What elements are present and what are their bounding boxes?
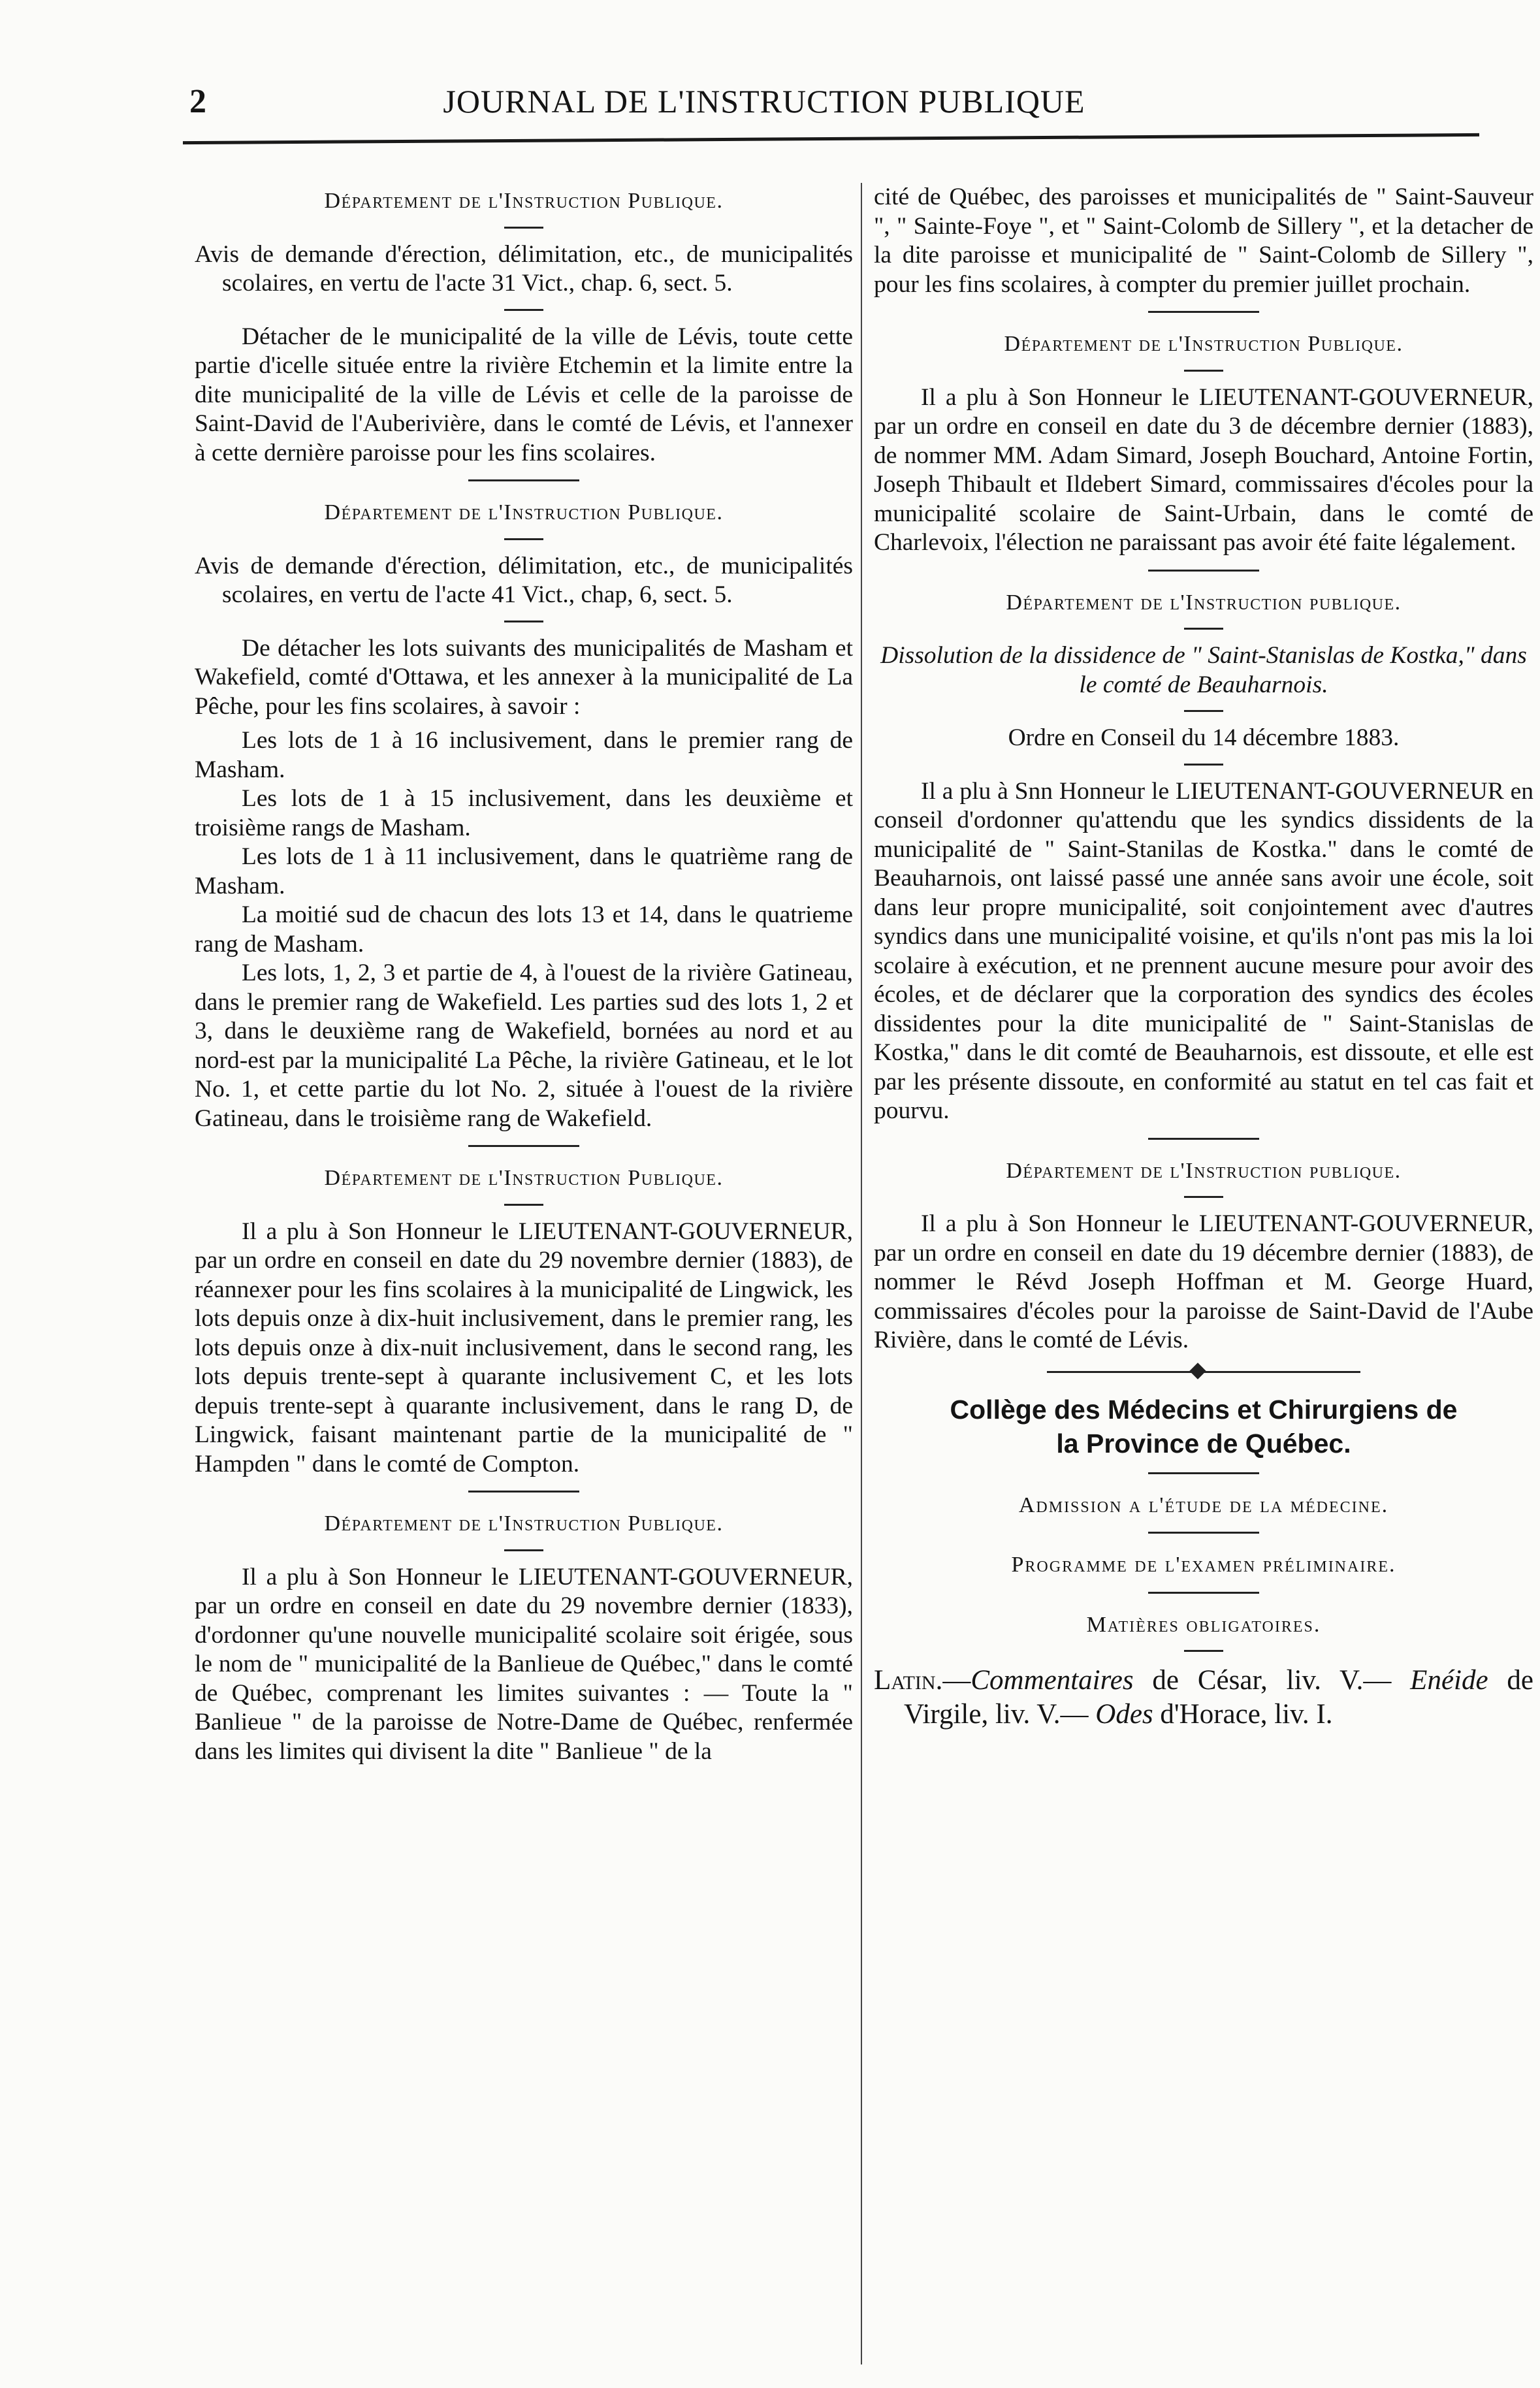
list-item: Les lots de 1 à 16 inclusivement, dans le premier rang de Masham. <box>195 727 853 783</box>
paragraph: Il a plu à Son Honneur le LIEUTENANT-GOUVERNEUR, par un ordre en conseil en date du 3 de décembre dernier (1883), de nommer MM. Adam Simard, Joseph Bouchard, Antoine Fortin, Joseph Thibault et Ildebert Simard, commissaires d'écoles pour la municipalité scolaire de Saint-Urbain, dans le comté de Charlevoix, l'élection ne paraissant pas avoir été faite légalement. <box>874 383 1533 556</box>
latin-text-4: de Virgile, liv. V.— <box>904 1665 1533 1730</box>
section-heading: Département de l'Instruction Publique. <box>324 1166 724 1190</box>
section-heading: Département de l'Instruction publique. <box>1006 1158 1402 1183</box>
section-heading: Département de l'Instruction Publique. <box>324 189 724 213</box>
section-rule <box>1148 1472 1259 1474</box>
paragraph: Détacher de le municipalité de la ville de Lévis, toute cette partie d'icelle située entre la rivière Etchemin et la limite entre la dite municipalité de la ville de Lévis et celle de la paroisse de Saint-David de l'Auberivière, dans le comté de Lévis, et l'annexer à cette dernière paroisse pour les fins scolaires. <box>195 323 853 466</box>
programme-heading: Programme de l'examen préliminaire. <box>1011 1553 1396 1577</box>
section-heading: Département de l'Instruction Publique. <box>324 1511 724 1536</box>
ornamental-rule <box>1047 1371 1360 1373</box>
page-header <box>183 78 1345 131</box>
section-heading: Département de l'Instruction Publique. <box>324 500 724 524</box>
notice-text: Avis de demande d'érection, délimitation, etc., de municipalités scolaires, en vertu de l'acte 41 Vict., chap, 6, sect. 5. <box>195 552 853 608</box>
page-number: 2 <box>189 83 206 120</box>
dash-divider <box>504 1204 543 1206</box>
dash-divider <box>1184 370 1223 372</box>
latin-work-1: Commentaires <box>971 1665 1134 1696</box>
header-rule <box>183 133 1479 144</box>
section-heading: Département de l'Instruction Publique. <box>1004 332 1404 356</box>
dash-divider <box>504 309 543 311</box>
paragraph: Il a plu à Son Honneur le LIEUTENANT-GOUVERNEUR, par un ordre en conseil en date du 19 décembre dernier (1883), de nommer le Révd Joseph Hoffman et M. George Huard, commissaires d'écoles pour la paroisse de Saint-David de l'Aube Rivière, dans le comté de Lévis. <box>874 1210 1533 1353</box>
dash-divider <box>1184 1196 1223 1198</box>
dash-divider <box>1184 1650 1223 1652</box>
section-rule <box>1148 1592 1259 1594</box>
latin-work-5: Odes <box>1095 1699 1153 1730</box>
right-column <box>874 183 1533 1737</box>
column-divider <box>861 183 862 2364</box>
dash-divider <box>504 538 543 540</box>
order-date: Ordre en Conseil du 14 décembre 1883. <box>1008 724 1400 751</box>
running-title: JOURNAL DE L'INSTRUCTION PUBLIQUE <box>443 83 1085 120</box>
college-title-line2: la Province de Québec. <box>1056 1428 1351 1459</box>
latin-text-6: d'Horace, liv. I. <box>1153 1699 1333 1730</box>
section-rule <box>1148 311 1259 313</box>
section-rule <box>1148 1138 1259 1140</box>
dash-divider <box>504 1549 543 1551</box>
list-item: Les lots de 1 à 11 inclusivement, dans le quatrième rang de Masham. <box>195 843 853 899</box>
dash-divider <box>504 227 543 229</box>
dash-divider <box>1184 764 1223 766</box>
diamond-ornament-icon <box>1189 1363 1206 1379</box>
paragraph: Il a plu à Son Honneur le LIEUTENANT-GOUVERNEUR, par un ordre en conseil en date du 29 novembre dernier (1833), d'ordonner qu'une nouvelle municipalité scolaire soit érigée, sous le nom de " municipalité de la Banlieue de Québec," dans le comté de Québec, comprenant les limites suivantes : — Toute la " Banlieue " de la paroisse de Notre-Dame de Québec, renfermée dans les limites qui divisent la dite " Banlieue " de la <box>195 1563 853 1765</box>
section-rule <box>1148 1532 1259 1534</box>
paragraph: cité de Québec, des paroisses et municipalités de " Saint-Sauveur ", " Sainte-Foye ", et " Saint-Colomb de Sillery ", et la detacher de la dite paroisse et municipalité de " Saint-Colomb de Sillery ", pour les fins scolaires, à compter du premier juillet prochain. <box>874 184 1533 298</box>
latin-text-2: de César, liv. V.— <box>1133 1665 1411 1696</box>
matieres-heading: Matières obligatoires. <box>1086 1612 1321 1637</box>
latin-label: Latin. <box>874 1665 943 1696</box>
list-item: Les lots de 1 à 15 inclusivement, dans les deuxième et troisième rangs de Masham. <box>195 785 853 841</box>
dash-divider <box>504 621 543 622</box>
section-heading: Département de l'Instruction publique. <box>1006 590 1402 615</box>
dash-divider <box>1184 628 1223 630</box>
college-title <box>874 1393 1533 1460</box>
paragraph: Il a plu à Snn Honneur le LIEUTENANT-GOUVERNEUR en conseil d'ordonner qu'attendu que les syndics dissidents de la municipalité de " Saint-Stanilas de Kostka." dans le comté de Beauharnois, ont laissé passé une année sans avoir une école, soit dans leur propre municipalité, soit conjointement avec d'autres syndics dans une municipalité voisine, et qu'ils n'ont pas mis la loi scolaire à exécution, et ne prennent aucune mesure pour avoir des écoles, et de déclarer que la corporation des syndics des écoles dissidentes pour la dite municipalité de " Saint-Stanislas de Kostka," dans le dit comté de Beauharnois, est dissoute, et elle est par les présente dissoute, en conformité au statut en tel cas fait et pourvu. <box>874 777 1533 1124</box>
list-item: Les lots, 1, 2, 3 et partie de 4, à l'ouest de la rivière Gatineau, dans le premier rang de Wakefield. Les parties sud des lots 1, 2 et 3, dans le deuxième rang de Wakefield, bornées au nord et au nord-est par la municipalité La Pêche, la rivière Gatineau, et le lot No. 1, et cette partie du lot No. 2, située à l'ouest de la rivière Gatineau, dans le troisième rang de Wakefield. <box>195 960 853 1132</box>
paragraph: De détacher les lots suivants des municipalités de Masham et Wakefield, comté d'Ottawa, et les annexer à la municipalité de La Pêche, pour les fins scolaires, à savoir : <box>195 634 853 720</box>
notice-text: Avis de demande d'érection, délimitation, etc., de municipalités scolaires, en vertu de l'acte 31 Vict., chap. 6, sect. 5. <box>195 240 853 297</box>
latin-requirement: Latin.—Commentaires de César, liv. V.— Enéide de Virgile, liv. V.— Odes d'Horace, liv. I. <box>874 1665 1533 1730</box>
dash-divider <box>1184 710 1223 712</box>
section-rule <box>468 479 579 481</box>
section-rule <box>468 1491 579 1492</box>
left-column <box>195 183 853 1771</box>
latin-work-3: Enéide <box>1410 1665 1488 1696</box>
admission-heading: Admission a l'étude de la médecine. <box>1018 1492 1389 1517</box>
college-title-line1: Collège des Médecins et Chirurgiens de <box>950 1394 1458 1425</box>
section-rule <box>468 1145 579 1147</box>
paragraph: Il a plu à Son Honneur le LIEUTENANT-GOUVERNEUR, par un ordre en conseil en date du 29 novembre dernier (1883), de réannexer pour les fins scolaires à la municipalité de Lingwick, les lots depuis onze à dix-huit inclusivement, dans le premier rang, les lots depuis onze à dix-nuit inclusivement, dans le second rang, les lots depuis trente-sept à quarante inclusivement C, et les lots depuis trente-sept à quarante inclusivement, dans le rang D, de Lingwick, faisant maintenant partie de la municipalité de " Hampden " dans le comté de Compton. <box>195 1218 853 1477</box>
list-item: La moitié sud de chacun des lots 13 et 14, dans le quatrieme rang de Masham. <box>195 901 853 958</box>
dissolution-title: Dissolution de la dissidence de " Saint-Stanislas de Kostka," dans le comté de Beauharnois. <box>880 642 1527 698</box>
section-rule <box>1148 570 1259 572</box>
